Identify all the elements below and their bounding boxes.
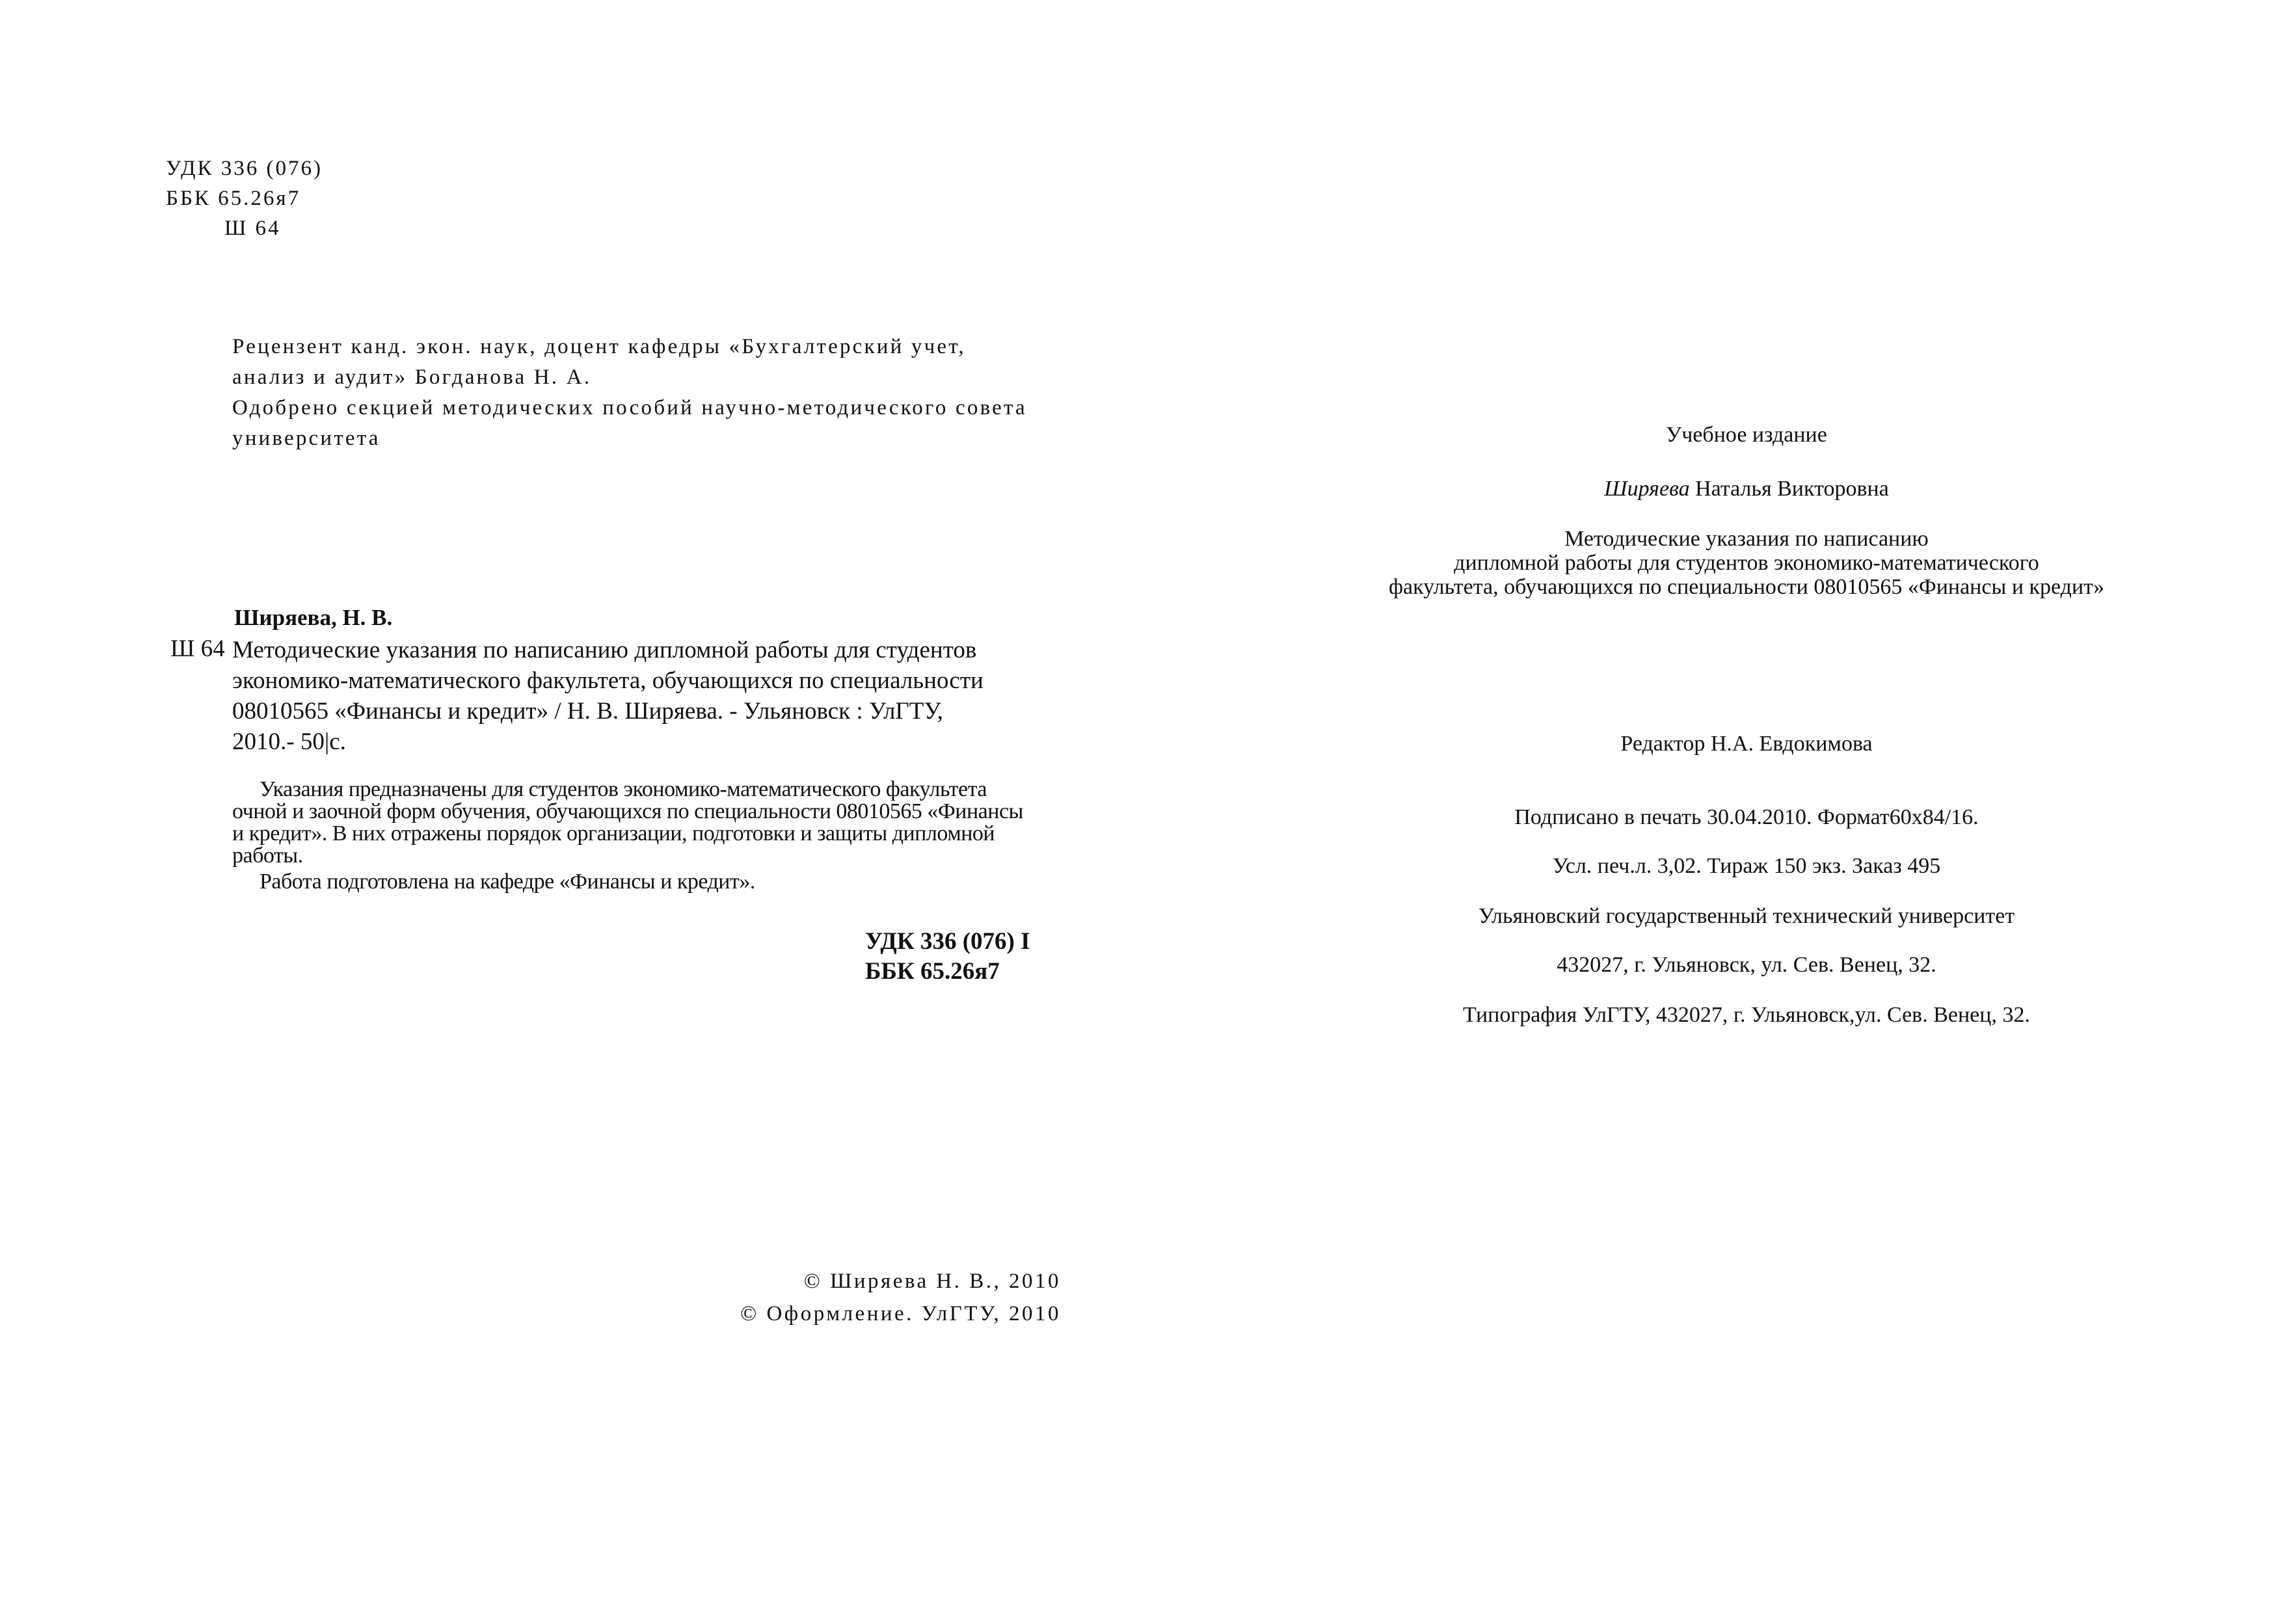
bbk-footer: ББК 65.26я7 [865,958,1000,985]
bbk-code: ББК 65.26я7 [166,187,301,210]
classification-codes [166,153,323,243]
typography-line: Типография УлГТУ, 432027, г. Ульяновск,ул. Сев. Венец, 32. [1463,1003,2030,1027]
university-address: 432027, г. Ульяновск, ул. Сев. Венец, 32. [1557,953,1936,977]
bibliographic-description [232,635,1065,757]
abstract [232,779,1065,893]
author-surname: Ширяева [1604,477,1690,501]
author-given-name: Наталья Викторовна [1689,477,1889,501]
bib-line: 2010.- 50|с. [232,728,346,755]
abstract-line: Указания предназначены для студентов экономико-математического факультета [260,777,987,801]
abstract-line: и кредит». В них отражены порядок организации, подготовки и защиты дипломной [232,821,995,845]
editor-line: Редактор Н.А. Евдокимова [1620,732,1873,756]
copyright-author: © Ширяева Н. В., 2010 [803,1270,1061,1293]
udk-code: УДК 336 (076) [166,157,323,180]
author-code: Ш 64 [224,217,281,240]
university-name: Ульяновский государственный технический университет [1478,904,2015,928]
reviewer-block [232,332,1078,454]
abstract-line: работы. [232,844,303,868]
approval-line: Одобрено секцией методических пособий научно-методического совета [232,396,1027,419]
udk-footer: УДК 336 (076) I [865,928,1030,955]
reviewer-line: анализ и аудит» Богданова Н. А. [232,366,592,389]
print-run: Усл. печ.л. 3,02. Тираж 150 экз. Заказ 495 [1552,854,1941,878]
title-line: дипломной работы для студентов экономико-математического [1454,551,2039,575]
bib-line: 08010565 «Финансы и кредит» / Н. В. Ширяева. - Ульяновск : УлГТУ, [232,698,943,725]
abstract-line: очной и заочной форм обучения, обучающихся по специальности 08010565 «Финансы [232,799,1023,823]
title-line: Методические указания по написанию [1564,527,1929,551]
author-heading: Ширяева, Н. В. [234,605,393,630]
title-line: факультета, обучающихся по специальности 08010565 «Финансы и кредит» [1388,575,2105,599]
copyright-design: © Оформление. УлГТУ, 2010 [740,1302,1061,1325]
abstract-department: Работа подготовлена на кафедре «Финансы и кредит». [260,870,755,894]
reviewer-line: Рецензент канд. экон. наук, доцент кафедры «Бухгалтерский учет, [232,335,966,358]
author-full-name [1340,477,2153,501]
bib-line: экономико-математического факультета, обучающихся по специальности [232,667,984,694]
approval-line: университета [232,427,381,450]
edition-type: Учебное издание [1666,423,1827,447]
footer-classification [865,927,1030,987]
signed-to-print: Подписано в печать 30.04.2010. Формат60х84/16. [1514,805,1979,829]
book-title [1340,527,2153,599]
index-mark: Ш 64 [170,635,225,662]
bib-line: Методические указания по написанию дипломной работы для студентов [232,637,977,663]
copyright-block [740,1265,1061,1330]
